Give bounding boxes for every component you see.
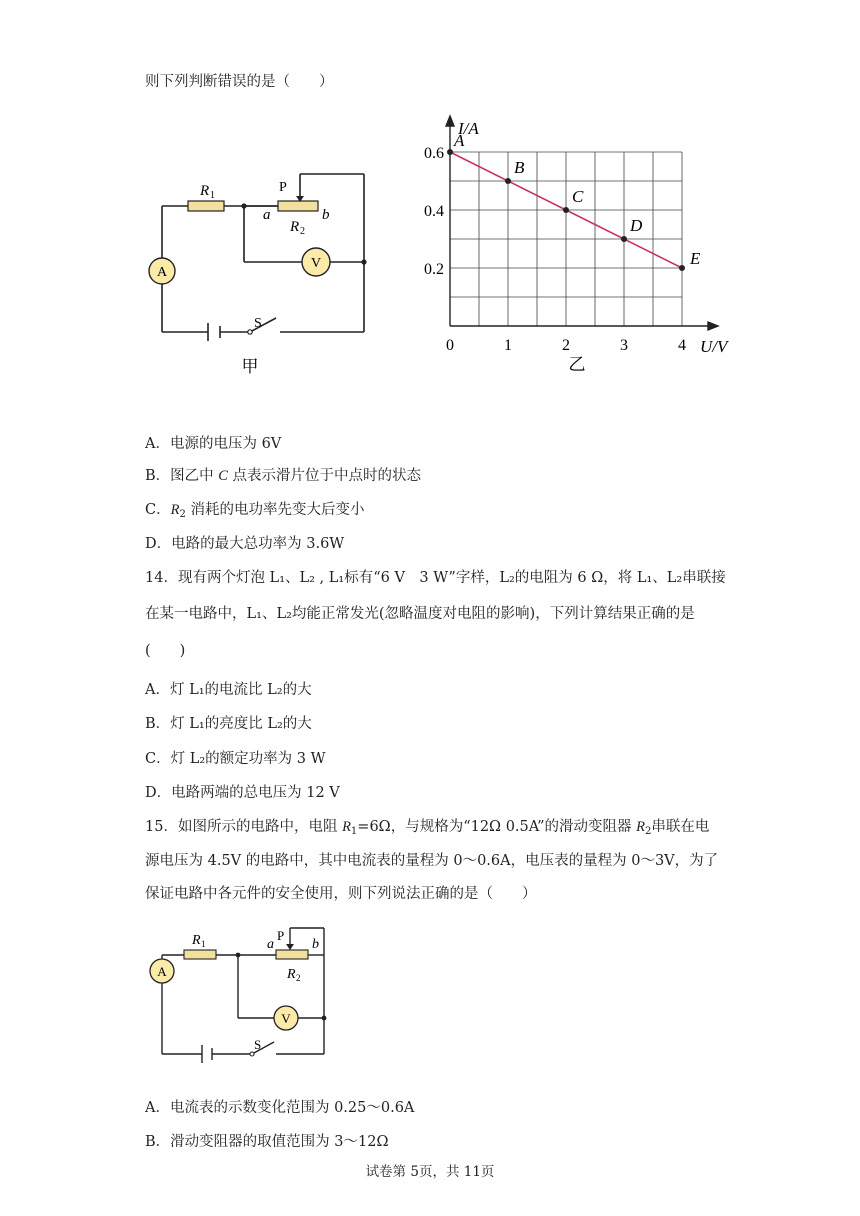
r1-resistor	[188, 201, 224, 211]
q13-option-c: C．$R_2$ 消耗的电功率先变大后变小	[145, 502, 365, 520]
svg-text:a: a	[263, 207, 271, 223]
iu-chart	[410, 108, 740, 388]
svg-text:V: V	[281, 1011, 291, 1026]
svg-text:S: S	[254, 316, 262, 331]
svg-text:R: R	[200, 183, 210, 199]
point-label: D	[630, 216, 643, 235]
point-label: C	[572, 187, 584, 206]
q14-stem-line1: 14．现有两个灯泡 L₁、L₂ , L₁标有“6 V 3 W”字样，L₂的电阻为 6 Ω，将 L₁、L₂串联接	[145, 570, 726, 586]
svg-text:1: 1	[201, 939, 206, 949]
svg-text:A: A	[157, 964, 167, 979]
r1-resistor	[184, 950, 216, 959]
svg-text:P: P	[277, 928, 285, 943]
q13-option-d: D．电路的最大总功率为 3.6W	[145, 536, 345, 552]
x-tick-label: 1	[504, 337, 512, 354]
circuit-diagram-q15	[140, 920, 340, 1070]
q15-stem-line1: 15．如图所示的电路中，电阻 $R_1=6\Omega$，与规格为“12Ω 0.5A”的滑动变阻器 $R_2$串联在电	[145, 819, 710, 837]
q15-stem-line3: 保证电路中各元件的安全使用，则下列说法正确的是（ ）	[145, 886, 537, 902]
x-axis-label: U/V	[700, 337, 728, 356]
x-tick-label: 4	[678, 337, 686, 354]
data-point	[563, 207, 569, 213]
svg-text:b: b	[312, 937, 319, 952]
caption-yi: 乙	[568, 355, 586, 375]
data-point	[621, 236, 627, 242]
data-point	[679, 265, 685, 271]
svg-text:2: 2	[296, 973, 301, 983]
q13-option-b: B．图乙中 C 点表示滑片位于中点时的状态	[145, 468, 422, 484]
q14-stem-line2: 在某一电路中，L₁、L₂均能正常发光(忽略温度对电阻的影响)，下列计算结果正确的是	[145, 606, 695, 622]
q13-stem: 则下列判断错误的是（ ）	[145, 74, 334, 90]
x-tick-label: 3	[620, 337, 628, 354]
page-footer: 试卷第 5页，共 11页	[365, 1164, 495, 1180]
point-label: E	[690, 249, 701, 268]
svg-text:b: b	[322, 207, 330, 223]
q14-option-c: C．灯 L₂的额定功率为 3 W	[145, 751, 326, 767]
svg-text:S: S	[254, 1037, 262, 1052]
svg-text:a: a	[267, 937, 274, 952]
svg-text:R: R	[192, 933, 201, 948]
q13-option-a: A．电源的电压为 6V	[145, 436, 282, 452]
slider-arrow-icon	[286, 944, 294, 950]
data-point	[505, 178, 511, 184]
svg-text:A: A	[156, 265, 168, 280]
point-label: B	[514, 158, 525, 177]
y-tick-label: 0.2	[424, 261, 444, 278]
y-tick-label: 0.6	[424, 145, 444, 162]
svg-text:V: V	[310, 256, 322, 271]
q14-option-a: A．灯 L₁的电流比 L₂的大	[145, 682, 312, 698]
x-tick-label: 2	[562, 337, 570, 354]
q14-option-d: D．电路两端的总电压为 12 V	[145, 785, 340, 801]
y-axis-label: I/A	[458, 119, 479, 138]
q15-option-a: A．电流表的示数变化范围为 0.25～0.6A	[145, 1100, 415, 1116]
x-tick-label: 0	[446, 337, 454, 354]
point-label: A	[454, 131, 465, 150]
svg-text:2: 2	[300, 226, 305, 237]
data-point	[447, 149, 453, 155]
y-axis-arrow-icon	[446, 116, 454, 126]
circuit-diagram-jia	[140, 160, 380, 390]
q15-option-b: B．滑动变阻器的取值范围为 3～12Ω	[145, 1134, 389, 1150]
q14-option-b: B．灯 L₁的亮度比 L₂的大	[145, 716, 312, 732]
svg-text:R: R	[287, 967, 296, 982]
svg-text:R: R	[290, 219, 300, 235]
svg-text:P: P	[279, 180, 287, 195]
x-axis-arrow-icon	[708, 322, 718, 330]
r2-rheostat	[278, 201, 318, 211]
svg-text:1: 1	[210, 190, 215, 201]
caption-jia: 甲	[241, 357, 259, 377]
y-tick-label: 0.4	[424, 203, 444, 220]
q14-stem-line3: ( )	[145, 643, 186, 659]
q15-stem-line2: 源电压为 4.5V 的电路中，其中电流表的量程为 0～0.6A，电压表的量程为 0～3V，为了	[145, 853, 719, 869]
r2-rheostat	[276, 950, 308, 959]
